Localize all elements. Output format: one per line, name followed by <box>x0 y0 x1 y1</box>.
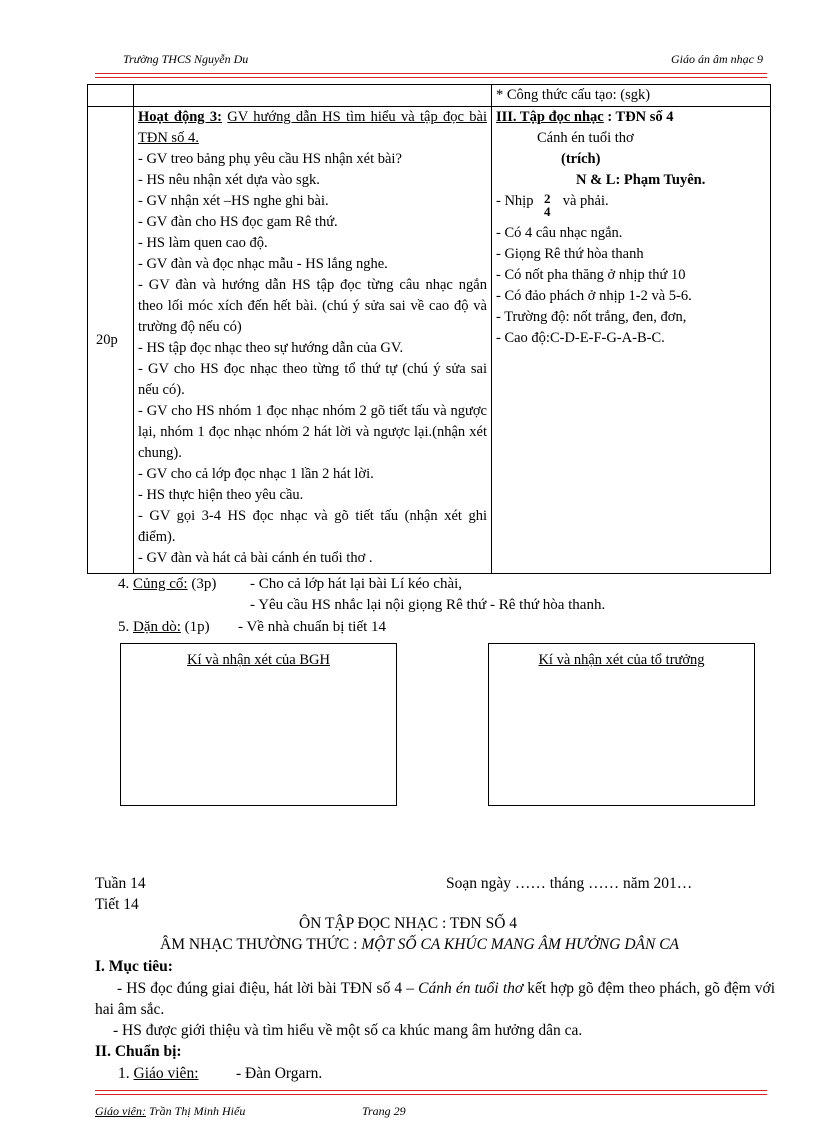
activity-cell <box>134 107 491 569</box>
prep-label: Giáo viên: <box>133 1065 199 1082</box>
activity-title: Hoạt động 3: <box>138 109 222 125</box>
consolidation-line-1: - Cho cả lớp hát lại bài Lí kéo chài, <box>250 576 463 592</box>
section-preparation: II. Chuẩn bị: <box>95 1043 182 1060</box>
consolidation-line-2: - Yêu cầu HS nhắc lại nội giọng Rê thứ - Rê thứ hòa thanh. <box>250 597 606 613</box>
lesson-title-1: ÔN TẬP ĐỌC NHẠC : TĐN SỐ 4 <box>298 915 518 932</box>
time-cell: 20p <box>96 331 118 348</box>
signature-box-bgh <box>120 643 397 806</box>
list-item: - Có nốt pha thăng ở nhịp thứ 10 <box>496 267 686 283</box>
objective-1-italic: Cánh én tuổi thơ <box>418 980 524 997</box>
homework-text: - Về nhà chuẩn bị tiết 14 <box>238 619 387 635</box>
footer-page: Trang 29 <box>362 1104 406 1118</box>
list-item: - Có đảo phách ở nhịp 1-2 và 5-6. <box>496 288 692 304</box>
prep-teacher <box>118 1063 199 1084</box>
homework-num: 5. <box>118 619 130 635</box>
list-item: - GV nhận xét –HS nghe ghi bài. <box>138 193 329 209</box>
list-item: - HS làm quen cao độ. <box>138 235 268 251</box>
activity-desc: GV hướng dẫn HS tìm hiểu và tập đọc bài TĐN số 4. <box>138 109 487 146</box>
lesson-title-2 <box>160 934 679 955</box>
list-item: - GV cho HS đọc nhạc theo từng tổ thứ tự (chú ý sửa sai nếu có). <box>138 361 487 398</box>
song-author: N & L: Phạm Tuyên. <box>576 172 706 188</box>
list-item: - Cao độ:C-D-E-F-G-A-B-C. <box>496 330 665 346</box>
song-title: Cánh én tuổi thơ <box>537 130 634 146</box>
homework-line <box>118 619 210 636</box>
table-row <box>88 85 771 107</box>
list-item: - GV cho HS nhóm 1 đọc nhạc nhóm 2 gõ tiết tấu và ngược lại, nhóm 1 đọc nhạc nhóm 2 hát lời và ngược lại.(nhận xét chung). <box>138 403 487 461</box>
meter-line <box>496 191 766 223</box>
footer-teacher-name: Trần Thị Minh Hiếu <box>148 1104 246 1118</box>
period-label: Tiết 14 <box>95 896 139 913</box>
list-item: - GV đàn và hát cả bài cánh én tuổi thơ . <box>138 550 373 566</box>
formula-note: * Công thức cấu tạo: (sgk) <box>496 87 651 103</box>
list-item: - Giọng Rê thứ hòa thanh <box>496 246 644 262</box>
section-heading: III. Tập đọc nhạc <box>496 109 604 125</box>
consolidation-line <box>118 576 216 593</box>
section-objectives: I. Mục tiêu: <box>95 958 173 975</box>
homework-time: (1p) <box>184 619 210 635</box>
header-subject: Giáo án âm nhạc 9 <box>671 52 763 66</box>
list-item: - HS tập đọc nhạc theo sự hướng dẫn của GV. <box>138 340 404 356</box>
prep-item: - Đàn Orgarn. <box>236 1065 323 1082</box>
consolidation-num: 4. <box>118 576 130 592</box>
list-item: - GV đàn và đọc nhạc mẫu - HS lắng nghe. <box>138 256 388 272</box>
list-item: - Có 4 câu nhạc ngắn. <box>496 225 623 241</box>
signature-box-leader <box>488 643 755 806</box>
objective-2: - HS được giới thiệu và tìm hiểu về một số ca khúc mang âm hưởng dân ca. <box>113 1022 583 1039</box>
header-school: Trường THCS Nguyễn Du <box>123 52 249 66</box>
list-item: - GV đàn và hướng dẫn HS tập đọc từng câu nhạc ngắn theo lối móc xích đến hết bài. (chú ý sửa sai về cao độ và trường độ nếu có) <box>138 277 487 335</box>
week-label: Tuần 14 <box>95 875 146 892</box>
consolidation-time: (3p) <box>191 576 217 592</box>
list-item: - Trường độ: nốt trắng, đen, đơn, <box>496 309 687 325</box>
objective-1 <box>95 978 775 1020</box>
list-item: - GV đàn cho HS đọc gam Rê thứ. <box>138 214 338 230</box>
signature-label-bgh: Kí và nhận xét của BGH <box>187 652 330 668</box>
list-item: - GV gọi 3-4 HS đọc nhạc và gõ tiết tấu (nhận xét ghi điểm). <box>138 508 487 545</box>
prep-num: 1. <box>118 1065 130 1082</box>
lesson-title-2-prefix: ÂM NHẠC THƯỜNG THỨC : <box>160 936 358 953</box>
lesson-title-2-italic: MỘT SỐ CA KHÚC MANG ÂM HƯỞNG DÂN CA <box>361 936 679 953</box>
list-item: - HS thực hiện theo yêu cầu. <box>138 487 304 503</box>
song-excerpt: (trích) <box>561 151 601 167</box>
footer-teacher <box>95 1104 245 1119</box>
homework-label: Dặn dò: <box>133 619 181 635</box>
header-rule-2 <box>95 77 767 78</box>
list-item: - HS nêu nhận xét dựa vào sgk. <box>138 172 320 188</box>
consolidation-label: Củng cố: <box>133 576 188 592</box>
footer-rule-2 <box>95 1094 767 1095</box>
lesson-table <box>87 84 771 574</box>
footer-rule-1 <box>95 1090 767 1091</box>
content-cell <box>492 107 770 349</box>
list-item: - GV cho cả lớp đọc nhạc 1 lần 2 hát lời. <box>138 466 374 482</box>
meter-bottom: 4 <box>544 204 551 219</box>
signature-label-leader: Kí và nhận xét của tổ trưởng <box>538 652 705 668</box>
section-heading-suffix: : TĐN số 4 <box>607 109 674 125</box>
meter-prefix: - Nhịp <box>496 193 534 209</box>
table-row <box>88 107 771 574</box>
list-item: - GV treo bảng phụ yêu cầu HS nhận xét bài? <box>138 151 402 167</box>
objective-1-rest: kết hợp gõ đệm theo phách, gõ đệm với hai âm sắc. <box>95 980 776 1018</box>
meter-top: 2 <box>544 191 551 206</box>
prepared-date: Soạn ngày …… tháng …… năm 201… <box>446 875 693 892</box>
header-rule-1 <box>95 73 767 74</box>
meter-suffix: và phải. <box>562 193 609 209</box>
footer-teacher-label: Giáo viên: <box>95 1104 146 1118</box>
objective-1-prefix: - HS đọc đúng giai điệu, hát lời bài TĐN số 4 – <box>117 980 415 997</box>
